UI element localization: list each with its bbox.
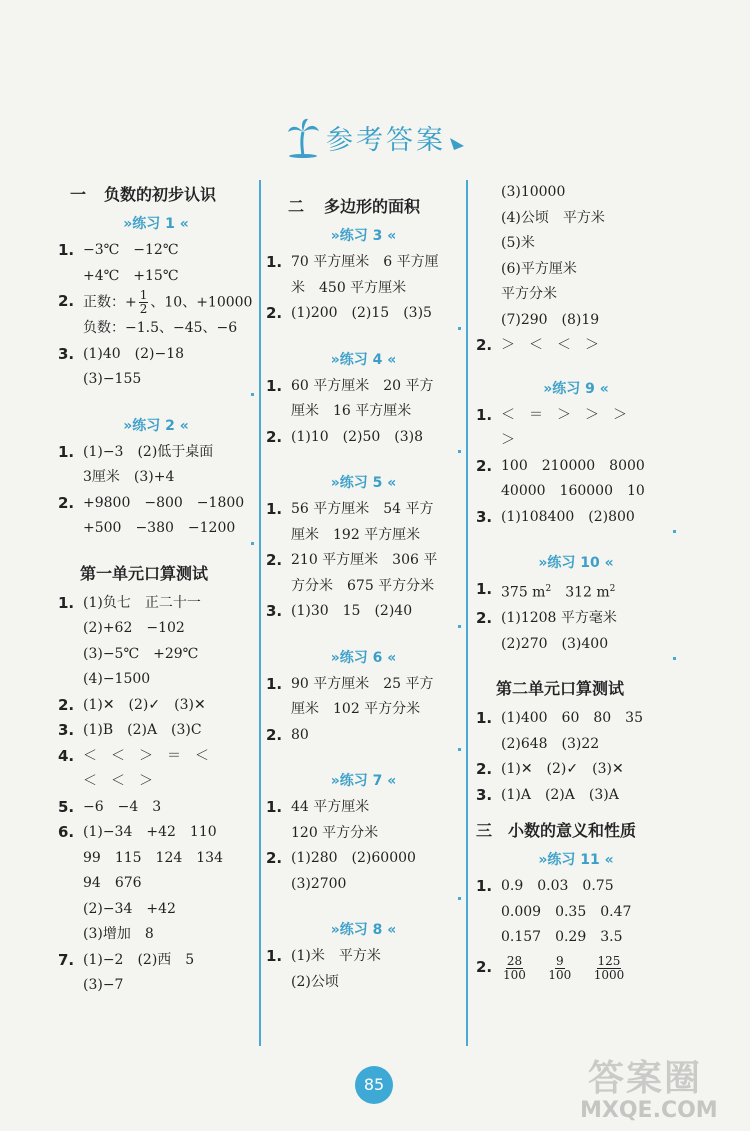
page-title-text: 参考答案 — [326, 125, 446, 156]
answer-item: 2. (1)200 (2)15 (3)5 — [266, 304, 432, 322]
answer-item: 1. (1)米 平方米 (2)公顷 — [266, 947, 381, 990]
section-title: 二 多边形的面积 — [288, 197, 421, 216]
answer-item: 3. (1)B (2)A (3)C — [58, 721, 202, 739]
column-divider — [259, 180, 261, 1046]
section-title: 第一单元口算测试 — [80, 563, 209, 583]
answer-item: 1. 0.9 0.03 0.75 0.009 0.35 0.47 0.157 0.29 3.5 — [476, 877, 632, 946]
column-2 — [266, 180, 461, 995]
fraction: $\frac{28}{100}$ — [503, 953, 526, 982]
column-3 — [476, 180, 676, 982]
answer-item: 2. 80 — [266, 725, 309, 744]
answer-item: 1. 70 平方厘米 6 平方厘 米 450 平方厘米 — [266, 253, 439, 296]
answer-item: 1. (1)−3 (2)低于桌面 3厘米 (3)+4 — [58, 442, 214, 485]
section-title: 一 负数的初步认识 — [70, 185, 217, 204]
exercise-title: »练习 8 « — [330, 922, 397, 938]
exercise-title: »练习 1 « — [123, 216, 189, 232]
exercise-title: »练习 11 « — [538, 852, 614, 869]
answer-item: 5. −6 −4 3 — [58, 797, 162, 816]
answer-item: 2. (1)✕ (2)✓ (3)✕ — [58, 695, 206, 714]
answer-item: 1. 60 平方厘米 20 平方 厘米 16 平方厘米 — [266, 376, 434, 419]
exercise-title: »练习 6 « — [330, 649, 397, 666]
column-divider — [466, 180, 468, 1046]
answer-item: 2. 210 平方厘米 306 平 方分米 675 平方分米 — [266, 551, 438, 594]
answer-item: 1. ＜ ＝ ＞ ＞ ＞ ＞ — [476, 405, 627, 448]
answer-item: 1. 90 平方厘米 25 平方 厘米 102 平方分米 — [266, 674, 434, 717]
answer-item: 2. (1)280 (2)60000 (3)2700 — [266, 849, 416, 892]
fraction: $\frac{125}{1000}$ — [593, 953, 625, 982]
answer-item: 1. (1)400 60 80 35 (2)648 (3)22 — [476, 709, 643, 752]
answer-item: 2. $\frac{28}{100}$ $\frac{9}{100}$ $\frac{125}{1000}$ — [476, 953, 625, 982]
exercise-title: »练习 2 « — [123, 417, 189, 434]
exercise-title: »练习 9 « — [543, 380, 609, 397]
column-1 — [58, 180, 254, 999]
answer-item: 1. −3℃ −12℃ +4℃ +15℃ — [58, 241, 179, 284]
palm-tree-icon — [286, 118, 320, 165]
exercise-title: »练习 3 « — [330, 228, 397, 244]
answer-item: 7. (1)−2 (2)西 5 (3)−7 — [58, 950, 195, 993]
fraction: $\frac{1}{2}$ — [139, 288, 148, 316]
answer-item: 2. ＞ ＜ ＜ ＞ — [476, 336, 599, 354]
answer-item: 1. 56 平方厘米 54 平方 厘米 192 平方厘米 — [266, 500, 434, 543]
answer-item: 3. (1)30 15 (2)40 — [266, 602, 413, 620]
answer-item: 3. (1)40 (2)−18 (3)−155 — [58, 344, 185, 387]
page-title — [0, 118, 750, 165]
watermark-logo: 答案圈 MXQE.COM — [580, 1058, 718, 1123]
answer-item: (3)10000 (4)公顷 平方米 (5)米 (6)平方厘米 平方分米 (7)290 (8)19 — [501, 184, 605, 328]
arrow-icon — [450, 126, 464, 157]
answer-item: 2. +9800 −800 −1800 +500 −380 −1200 — [58, 493, 245, 536]
answer-item: 2. (1)1208 平方毫米 (2)270 (3)400 — [476, 609, 617, 652]
exercise-title: »练习 4 « — [330, 351, 397, 368]
answer-item: 2. 正数：+ $\frac{1}{2}$ 、10、+10000 负数：−1.5、−45、−6 — [58, 288, 253, 336]
answer-item: 4. ＜ ＜ ＞ ＝ ＜ ＜ ＜ ＞ — [58, 746, 209, 789]
section-title: 三 小数的意义和性质 — [476, 821, 637, 841]
exercise-title: »练习 7 « — [330, 773, 397, 789]
section-title: 第二单元口算测试 — [496, 679, 625, 699]
answer-item: 3. (1)108400 (2)800 — [476, 507, 635, 526]
answer-item: 1. 44 平方厘米 120 平方分米 — [266, 798, 379, 841]
answer-item: 2. (1)✕ (2)✓ (3)✕ — [476, 760, 624, 779]
exercise-title: »练习 5 « — [330, 475, 397, 491]
answer-item: 2. 100 210000 8000 40000 160000 10 — [476, 456, 645, 499]
answer-item: 1. 375 $m^2$ 312 $m^2$ — [476, 580, 616, 601]
answer-item: 1. (1)负七 正二十一 (2)+62 −102 (3)−5℃ +29℃ (4)−1500 — [58, 593, 201, 687]
answer-item: 2. (1)10 (2)50 (3)8 — [266, 427, 424, 446]
exercise-title: »练习 10 « — [538, 555, 614, 571]
answer-item: 6. (1)−34 +42 110 99 115 124 134 94 676 (2)−34 +42 (3)增加 8 — [58, 823, 223, 942]
answer-item: 3. (1)A (2)A (3)A — [476, 785, 619, 804]
page-number: 85 — [355, 1066, 393, 1104]
fraction: $\frac{9}{100}$ — [548, 953, 572, 982]
